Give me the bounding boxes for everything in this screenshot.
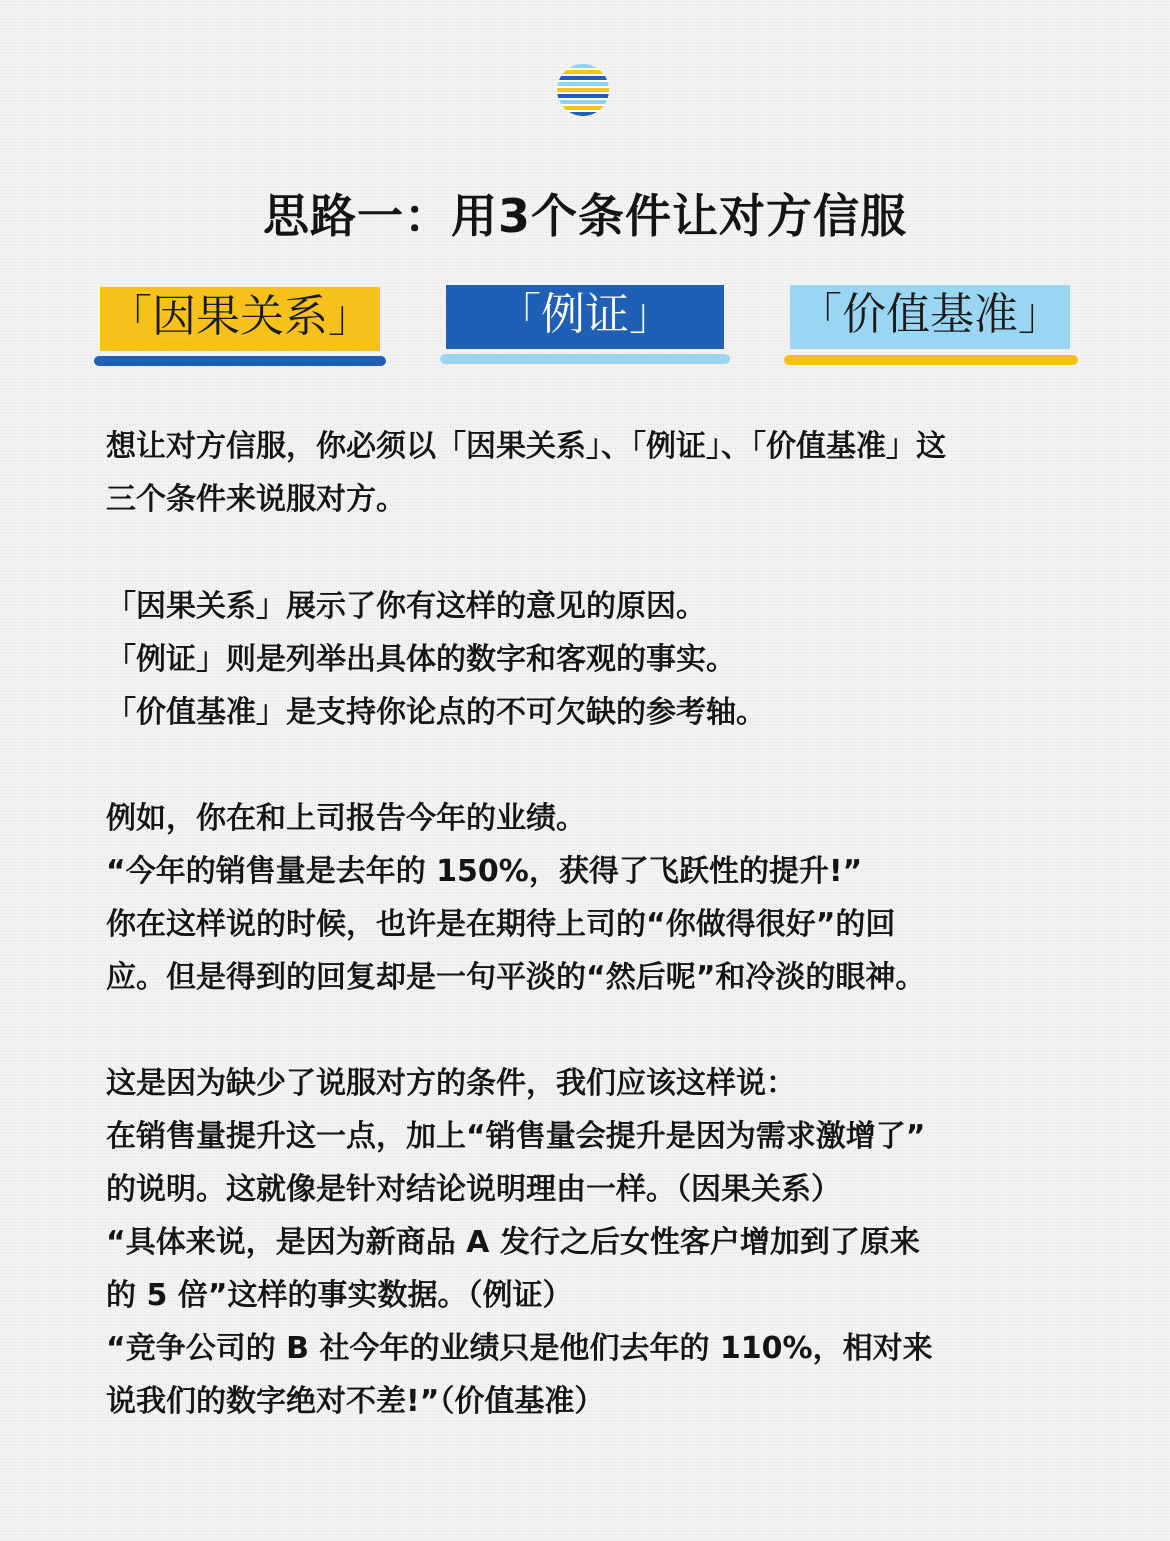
badge-causality-underline: [94, 356, 386, 366]
badge-value-standard-underline: [784, 355, 1078, 365]
text-line: 「价值基准」是支持你论点的不可欠缺的参考轴。: [106, 695, 766, 730]
text-line: 三个条件来说服对方。: [106, 482, 406, 517]
text-line: 在销售量提升这一点，加上“销售量会提升是因为需求激增了”: [106, 1119, 926, 1154]
page-title: 思路一：用3个条件让对方信服: [262, 189, 907, 243]
text-line: 你在这样说的时候，也许是在期待上司的“你做得很好”的回: [106, 907, 896, 942]
text-line: “今年的销售量是去年的 150%，获得了飞跃性的提升!”: [106, 854, 863, 889]
text-line: “竞争公司的 B 社今年的业绩只是他们去年的 110%，相对来: [106, 1331, 933, 1366]
badge-example: 「例证」: [446, 285, 724, 349]
text-line: “具体来说，是因为新商品 A 发行之后女性客户增加到了原来: [106, 1225, 920, 1260]
text-line: 这是因为缺少了说服对方的条件，我们应该这样说：: [106, 1066, 796, 1101]
paragraph-definitions: [106, 580, 1072, 739]
badge-value-standard: 「价值基准」: [790, 285, 1070, 349]
text-line: 「因果关系」展示了你有这样的意见的原因。: [106, 589, 706, 624]
text-line: 应。但是得到的回复却是一句平淡的“然后呢”和冷淡的眼神。: [106, 960, 926, 995]
text-line: 的说明。这就像是针对结论说明理由一样。（因果关系）: [106, 1172, 841, 1207]
text-line: 想让对方信服，你必须以「因果关系」、「例证」、「价值基准」这: [106, 429, 946, 464]
text-line: 说我们的数字绝对不差!”（价值基准）: [106, 1384, 605, 1419]
striped-circle-icon: [557, 64, 609, 116]
text-line: 例如，你在和上司报告今年的业绩。: [106, 801, 586, 836]
text-line: 的 5 倍”这样的事实数据。（例证）: [106, 1278, 573, 1313]
badge-causality: 「因果关系」: [100, 287, 380, 351]
paragraph-example: [106, 792, 1072, 1004]
badge-example-underline: [440, 354, 730, 364]
paragraph-solution: [106, 1057, 1072, 1428]
text-line: 「例证」则是列举出具体的数字和客观的事实。: [106, 642, 736, 677]
paragraph-intro: [106, 420, 1072, 526]
